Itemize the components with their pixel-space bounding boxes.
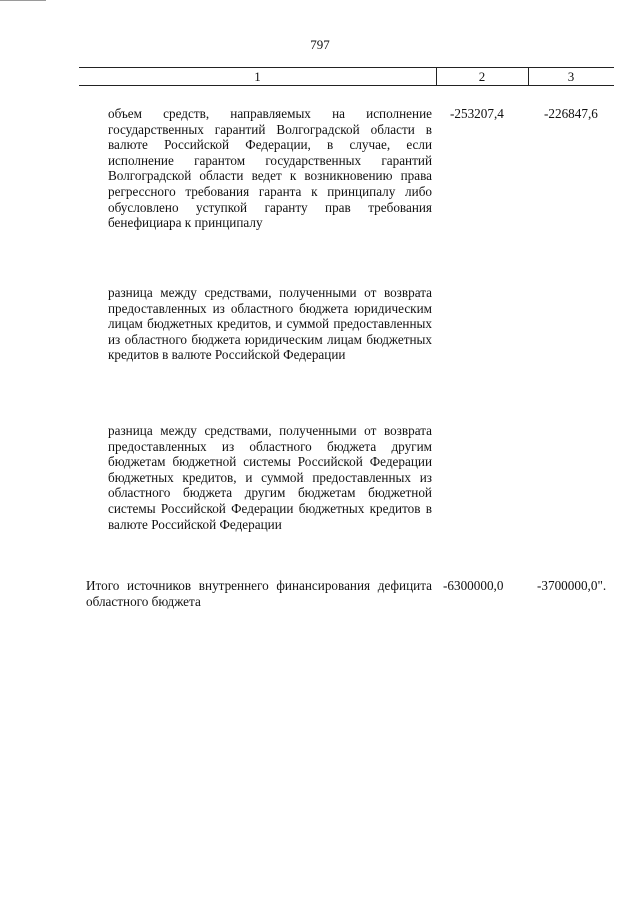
table-header-row — [79, 67, 614, 86]
row-guarantees-value-col2: -253207,4 — [450, 106, 504, 121]
row-total-value-col3: -3700000,0". — [537, 578, 607, 593]
row-guarantees-value-col3: -226847,6 — [544, 106, 598, 121]
row-total-value-col2: -6300000,0 — [443, 578, 504, 593]
scan-corner-mark — [0, 0, 46, 5]
row-guarantees-description: объем средств, направляемых на исполнение государственных гарантий Волгоградской области в валюте Российской Федерации, в случае, если исполнение гарантом государственных гарантий Волгоградской области ведет к возникновению права регрессного требования гаранта к принципалу либо обусловлено уступкой гаранту прав требования бенефициара к принципалу — [108, 106, 432, 231]
column-header-1: 1 — [79, 68, 437, 85]
column-header-3: 3 — [567, 69, 575, 84]
row-legal-entities-credits-description: разница между средствами, полученными от возврата предоставленных из областного бюджета юридическим лицам бюджетных кредитов, и суммой предоставленных из областного бюджета юридическим лицам бюджетных кредитов в валюте Российской Федерации — [108, 285, 432, 363]
column-header-2: 2 — [436, 68, 529, 85]
row-total-description: Итого источников внутреннего финансирования дефицита областного бюджета — [86, 578, 432, 609]
row-budget-system-credits-description: разница между средствами, полученными от возврата предоставленных из областного бюджета другим бюджетам бюджетной системы Российской Федерации бюджетных кредитов, и суммой предоставленных из областного бюджета другим бюджетам бюджетной системы Российской Федерации бюджетных кредитов в валюте Российской Федерации — [108, 423, 432, 532]
page-number: 797 — [310, 37, 330, 52]
